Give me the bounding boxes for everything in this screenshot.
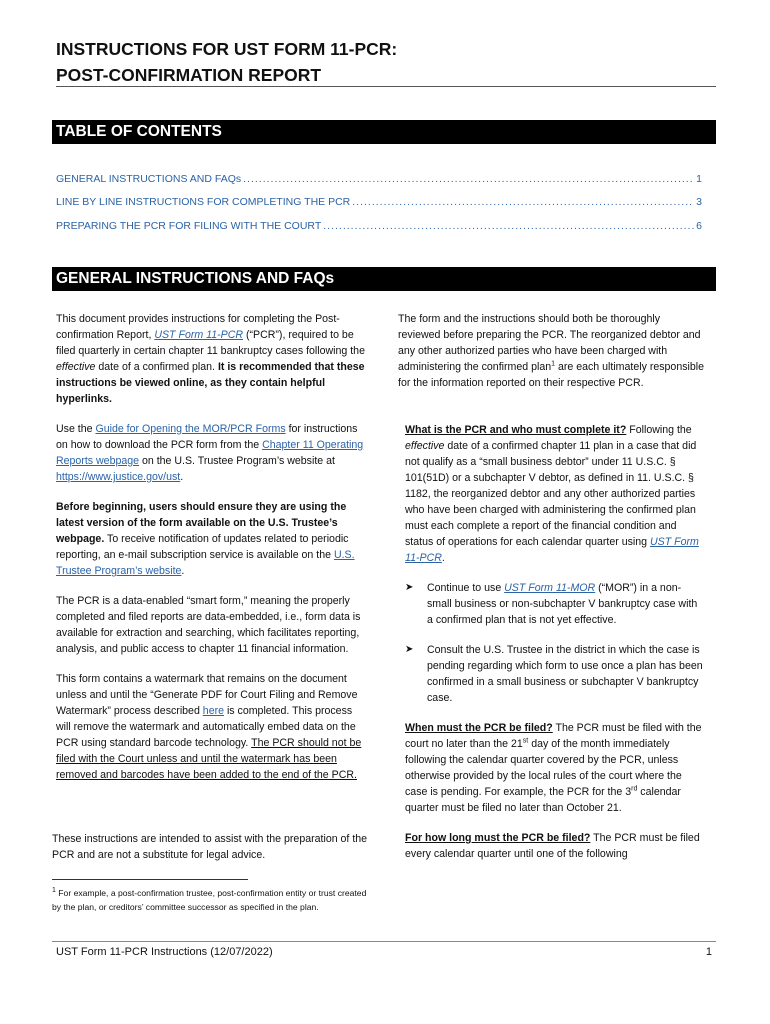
right-column-intro [398, 311, 704, 405]
page-number: 1 [705, 946, 712, 958]
toc-item-label[interactable]: PREPARING THE PCR FOR FILING WITH THE COURT [56, 220, 322, 232]
disclaimer-paragraph: These instructions are intended to assist with the preparation of the PCR and are not a substitute for legal advice. [52, 833, 368, 861]
faq-how-long: For how long must the PCR be filed? The PCR must be filed every calendar quarter until one of the following [405, 832, 700, 860]
toc-item-general[interactable] [56, 173, 702, 185]
toc-item-label[interactable]: GENERAL INSTRUCTIONS AND FAQs [56, 173, 242, 185]
chapter-11-reports-link[interactable]: Chapter 11 Operating Reports webpage [56, 439, 364, 467]
toc-leader-dots [352, 196, 694, 208]
title-divider [56, 86, 716, 87]
smart-form-paragraph: The PCR is a data-enabled “smart form,” meaning the properly completed and filed reports are data-embedded, i.e., form data is available for extraction and searching, which facilitates reporting, analysis, and public access to chapter 11 financial information. [56, 595, 361, 655]
ust-form-11-mor-link[interactable]: UST Form 11-MOR [504, 582, 596, 594]
disclaimer-block [52, 831, 370, 877]
toc-item-line-by-line[interactable] [56, 196, 702, 208]
ust-form-11-pcr-link[interactable]: UST Form 11-PCR [405, 536, 699, 564]
bullet-item: ➤ Continue to use UST Form 11-MOR (“MOR”) in a non-small business or non-subchapter V bankruptcy case with a confirmed plan that is not yet effective. [405, 582, 698, 626]
footnote-divider [52, 879, 248, 880]
arrow-bullet-icon: ➤ [405, 582, 414, 593]
footer-doc-info: UST Form 11-PCR Instructions (12/07/2022) [56, 946, 273, 958]
justice-gov-ust-link[interactable]: https://www.justice.gov/ust [56, 471, 181, 483]
guide-opening-forms-link[interactable]: Guide for Opening the MOR/PCR Forms [95, 423, 286, 435]
faq-question: When must the PCR be filed? [405, 722, 553, 734]
faq-what-is-pcr: What is the PCR and who must complete it? Following the effective date of a confirmed chapter 11 plan in a case that did not qualify as a “small business debtor” under 11 U.S.C. § 101(51D) or a subchapter V debtor, as defined in 11. U.S.C. § 1182, the reorganized debtor and any other authorized parties who have been charged with administering the confirmed plan must each complete a report of the financial condition and status of operations for each calendar quarter using UST Form 11-PCR. [405, 424, 699, 564]
footnote: $^1$ For example, a post-confirmation trustee, post-confirmation entity or trust created by the plan, or creditors’ committee successor as specified in the plan. [52, 887, 367, 912]
watermark-paragraph: This form contains a watermark that remains on the document unless and until the “Generate PDF for Court Filing and Remove Watermark” process described here is completed. This process will remove the watermark and automatically embed data on the PCR using standard barcode technology. The PCR should not be filed with the Court unless and until the watermark has been removed and barcodes have been added to the end of the PCR. [56, 673, 362, 781]
toc-item-preparing[interactable] [56, 220, 702, 232]
ust-form-11-pcr-link[interactable]: UST Form 11-PCR [154, 329, 244, 341]
toc-item-page[interactable]: 3 [696, 196, 702, 208]
arrow-bullet-icon: ➤ [405, 644, 414, 655]
footer-divider [52, 941, 716, 942]
toc-item-page[interactable]: 6 [696, 220, 702, 232]
right-column [405, 422, 705, 876]
toc-leader-dots [323, 220, 694, 232]
faq-when-filed: When must the PCR be filed? The PCR must be filed with the court no later than the 21st day of the month immediately following the calendar quarter covered by the PCR, unless otherwise provided by the local rules of the court where the case is pending. For example, the PCR for the 3rd calendar quarter must be filed no later than October 21. [405, 722, 702, 814]
ust-program-website-link[interactable]: U.S. Trustee Program’s website [56, 549, 355, 577]
here-link[interactable]: here [202, 705, 224, 717]
section-heading: GENERAL INSTRUCTIONS AND FAQs [52, 267, 716, 291]
guide-paragraph: Use the Guide for Opening the MOR/PCR Forms for instructions on how to download the PCR form from the Chapter 11 Operating Reports webpage on the U.S. Trustee Program’s website at https://www.justice.gov/ust. [56, 423, 364, 483]
toc-leader-dots [243, 173, 694, 185]
title-line-2: POST-CONFIRMATION REPORT [56, 65, 322, 85]
bullet-item: ➤ Consult the U.S. Trustee in the district in which the case is pending regarding which form to use once a plan has been confirmed in a small business or subchapter V bankruptcy case. [405, 644, 703, 704]
review-paragraph: The form and the instructions should both be thoroughly reviewed before preparing the PCR. The reorganized debtor and any other authorized parties who have been charged with administering the confirmed plan$^1$ are each ultimately responsible for the information reported on their respective PCR. [398, 313, 704, 389]
faq-question: What is the PCR and who must complete it? [405, 424, 627, 436]
toc-heading: TABLE OF CONTENTS [52, 120, 716, 144]
title-line-1: INSTRUCTIONS FOR UST FORM 11-PCR: [56, 39, 398, 59]
toc-item-label[interactable]: LINE BY LINE INSTRUCTIONS FOR COMPLETING THE PCR [56, 196, 351, 208]
document-title [56, 36, 716, 88]
latest-version-paragraph: Before beginning, users should ensure they are using the latest version of the form available on the U.S. Trustee’s webpage. To receive notification of updates related to periodic reporting, an e-mail subscription service is available on the U.S. Trustee Program’s website. [56, 501, 355, 577]
left-column [56, 311, 368, 797]
faq-question: For how long must the PCR be filed? [405, 832, 591, 844]
intro-paragraph: This document provides instructions for completing the Post-confirmation Report, UST Form 11-PCR (“PCR”), required to be filed quarterly in certain chapter 11 bankruptcy cases following the effective date of a confirmed plan. It is recommended that these instructions be viewed online, as they contain helpful hyperlinks. [56, 313, 365, 405]
toc-item-page[interactable]: 1 [696, 173, 702, 185]
